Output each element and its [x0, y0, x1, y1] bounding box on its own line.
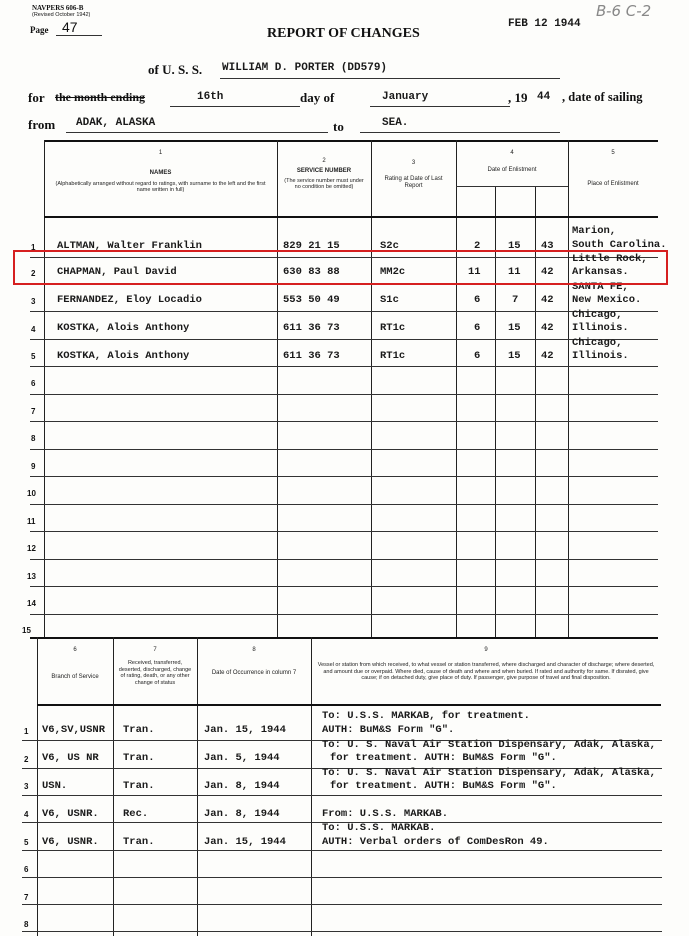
rating: MM2c — [380, 266, 406, 278]
service-number: 611 36 73 — [283, 322, 340, 334]
enlist-place-state: South Carolina. — [572, 239, 667, 251]
row-number: 6 — [31, 379, 36, 388]
highlight-box — [13, 250, 668, 285]
col-num-8: 8 — [252, 647, 256, 653]
status-change: Tran. — [123, 724, 155, 736]
year-value: 44 — [537, 91, 551, 103]
col-num-2: 2 — [322, 158, 326, 164]
enlist-year: 42 — [541, 350, 554, 362]
ship-prefix: of U. S. S. — [148, 62, 203, 77]
enlist-day: 15 — [508, 322, 521, 334]
col-header-enlistment-date: Date of Enlistment — [487, 167, 537, 173]
remarks-line-1: To: U.S.S. MARKAB. — [322, 822, 436, 834]
remarks-line-2: for treatment. AUTH: BuM&S Form "G". — [330, 752, 557, 764]
row-number: 3 — [31, 297, 36, 306]
enlist-place-city: Chicago, — [572, 337, 623, 349]
status-change: Rec. — [123, 808, 149, 820]
row-number: 9 — [31, 462, 36, 471]
sailor-name: FERNANDEZ, Eloy Locadio — [57, 294, 202, 306]
row-number: 10 — [27, 489, 36, 498]
col-header-enlistment-place: Place of Enlistment — [587, 181, 639, 187]
enlist-place-state: New Mexico. — [572, 294, 642, 306]
col-header-service-note: (The service number must under no condition be omitted) — [284, 178, 364, 190]
rating: RT1c — [380, 350, 406, 362]
enlist-place-city: Marion, — [572, 225, 617, 237]
row-number: 15 — [22, 626, 31, 635]
row-number: 2 — [31, 269, 36, 278]
ship-name: WILLIAM D. PORTER (DD579) — [222, 62, 388, 74]
enlist-place-state: Arkansas. — [572, 266, 629, 278]
occurrence-date: Jan. 15, 1944 — [204, 836, 286, 848]
day-of-label: day of — [300, 90, 335, 105]
col-header-remarks: Vessel or station from which received, to what vessel or station transferred, where discharged and character of discharge; where deserted, and amount due or overpaid. Where died, cause of death and where and when buried. If rated and authority for same. If disrated, give cause; if on detached duty, give place of duty. If passenger, give purpose of travel and final disposition. — [317, 662, 655, 681]
row-number: 1 — [31, 243, 36, 252]
enlist-day: 7 — [512, 294, 519, 306]
enlist-month: 6 — [474, 294, 481, 306]
col-header-names: NAMES — [149, 170, 172, 176]
col-header-status: Received, transferred, deserted, discharged, change of rating, death, or any other change of status — [118, 660, 192, 686]
form-id: NAVPERS 606-B — [32, 4, 84, 12]
enlist-place-city: SANTA FE, — [572, 281, 629, 293]
row-number: 1 — [24, 727, 29, 736]
for-label: for — [28, 90, 45, 105]
for-struck-text: the month ending — [55, 90, 146, 104]
page-number: 47 — [62, 19, 78, 35]
form-revised: (Revised October 1942) — [32, 12, 91, 18]
sailor-name: KOSTKA, Alois Anthony — [57, 322, 190, 334]
enlist-place-city: Chicago, — [572, 309, 623, 321]
branch-of-service: V6, USNR. — [42, 836, 99, 848]
status-change: Tran. — [123, 780, 155, 792]
branch-of-service: V6, US NR — [42, 752, 99, 764]
service-number: 553 50 49 — [283, 294, 340, 306]
year-prefix: , 19 — [508, 90, 528, 105]
col-num-7: 7 — [153, 647, 157, 653]
sailor-name: ALTMAN, Walter Franklin — [57, 240, 202, 252]
remarks-line-1: To: U. S. Naval Air Station Dispensary, Adak, Alaska, — [322, 767, 656, 779]
received-date-stamp: FEB 12 1944 — [508, 18, 581, 30]
col-header-rating: Rating at Date of Last Report — [384, 176, 443, 189]
enlist-day: 15 — [508, 350, 521, 362]
enlist-place-city: Little Rock, — [572, 253, 648, 265]
rating: S2c — [380, 240, 399, 252]
row-number: 11 — [27, 517, 36, 526]
enlist-year: 42 — [541, 322, 554, 334]
branch-of-service: V6,SV,USNR — [42, 724, 106, 736]
status-change: Tran. — [123, 836, 155, 848]
from-label: from — [28, 117, 56, 132]
page-label: Page — [30, 25, 49, 35]
enlist-year: 42 — [541, 266, 554, 278]
day-value: 16th — [197, 91, 224, 103]
row-number: 14 — [27, 599, 36, 608]
status-change: Tran. — [123, 752, 155, 764]
col-header-occurrence-date: Date of Occurrence in column 7 — [211, 670, 297, 676]
row-number: 8 — [24, 920, 29, 929]
enlist-year: 43 — [541, 240, 554, 252]
enlist-month: 11 — [468, 266, 481, 278]
sailor-name: KOSTKA, Alois Anthony — [57, 350, 190, 362]
occurrence-date: Jan. 8, 1944 — [204, 808, 280, 820]
rating: S1c — [380, 294, 399, 306]
enlist-day: 15 — [508, 240, 521, 252]
from-value: ADAK, ALASKA — [76, 117, 156, 129]
row-number: 8 — [31, 434, 36, 443]
col-num-5: 5 — [611, 150, 615, 156]
row-number: 7 — [31, 407, 36, 416]
enlist-day: 11 — [508, 266, 521, 278]
to-value: SEA. — [382, 117, 409, 129]
row-number: 4 — [31, 325, 36, 334]
row-number: 12 — [27, 544, 36, 553]
branch-of-service: V6, USNR. — [42, 808, 99, 820]
row-number: 2 — [24, 755, 29, 764]
row-number: 3 — [24, 782, 29, 791]
row-number: 5 — [31, 352, 36, 361]
col-num-4: 4 — [510, 150, 514, 156]
col-header-branch: Branch of Service — [51, 674, 99, 680]
col-num-9: 9 — [484, 647, 488, 653]
row-number: 6 — [24, 865, 29, 874]
col-num-6: 6 — [73, 647, 77, 653]
col-num-1: 1 — [158, 150, 163, 156]
col-num-3: 3 — [411, 160, 416, 166]
service-number: 611 36 73 — [283, 350, 340, 362]
service-number: 630 83 88 — [283, 266, 340, 278]
col-header-service-number: SERVICE NUMBER — [296, 168, 352, 174]
remarks-line-1: To: U. S. Naval Air Station Dispensary, Adak, Alaska, — [322, 739, 656, 751]
remarks-line-2: AUTH: BuM&S Form "G". — [322, 724, 455, 736]
corner-handwritten-marks: B-6 C-2 — [596, 2, 652, 20]
occurrence-date: Jan. 5, 1944 — [204, 752, 280, 764]
service-number: 829 21 15 — [283, 240, 340, 252]
remarks-line-2: for treatment. AUTH: BuM&S Form "G". — [330, 780, 557, 792]
occurrence-date: Jan. 8, 1944 — [204, 780, 280, 792]
row-number: 4 — [24, 810, 29, 819]
branch-of-service: USN. — [42, 780, 68, 792]
sailor-name: CHAPMAN, Paul David — [57, 266, 177, 278]
remarks-line-1: To: U.S.S. MARKAB, for treatment. — [322, 710, 530, 722]
month-value: January — [382, 91, 429, 103]
enlist-place-state: Illinois. — [572, 322, 629, 334]
enlist-month: 6 — [474, 350, 481, 362]
enlist-month: 6 — [474, 322, 481, 334]
enlist-month: 2 — [474, 240, 481, 252]
remarks-line-2: AUTH: Verbal orders of ComDesRon 49. — [322, 836, 549, 848]
enlist-year: 42 — [541, 294, 554, 306]
rating: RT1c — [380, 322, 406, 334]
enlist-place-state: Illinois. — [572, 350, 629, 362]
occurrence-date: Jan. 15, 1944 — [204, 724, 286, 736]
col-header-names-note: (Alphabetically arranged without regard to ratings, with surname to the left and the first name written in full) — [55, 181, 266, 193]
row-number: 7 — [24, 893, 29, 902]
date-of-sailing-label: , date of sailing — [562, 90, 643, 104]
to-label: to — [333, 119, 344, 134]
row-number: 13 — [27, 572, 36, 581]
row-number: 5 — [24, 838, 29, 847]
remarks-line-1: From: U.S.S. MARKAB. — [322, 808, 449, 820]
page-title: REPORT OF CHANGES — [267, 26, 420, 41]
